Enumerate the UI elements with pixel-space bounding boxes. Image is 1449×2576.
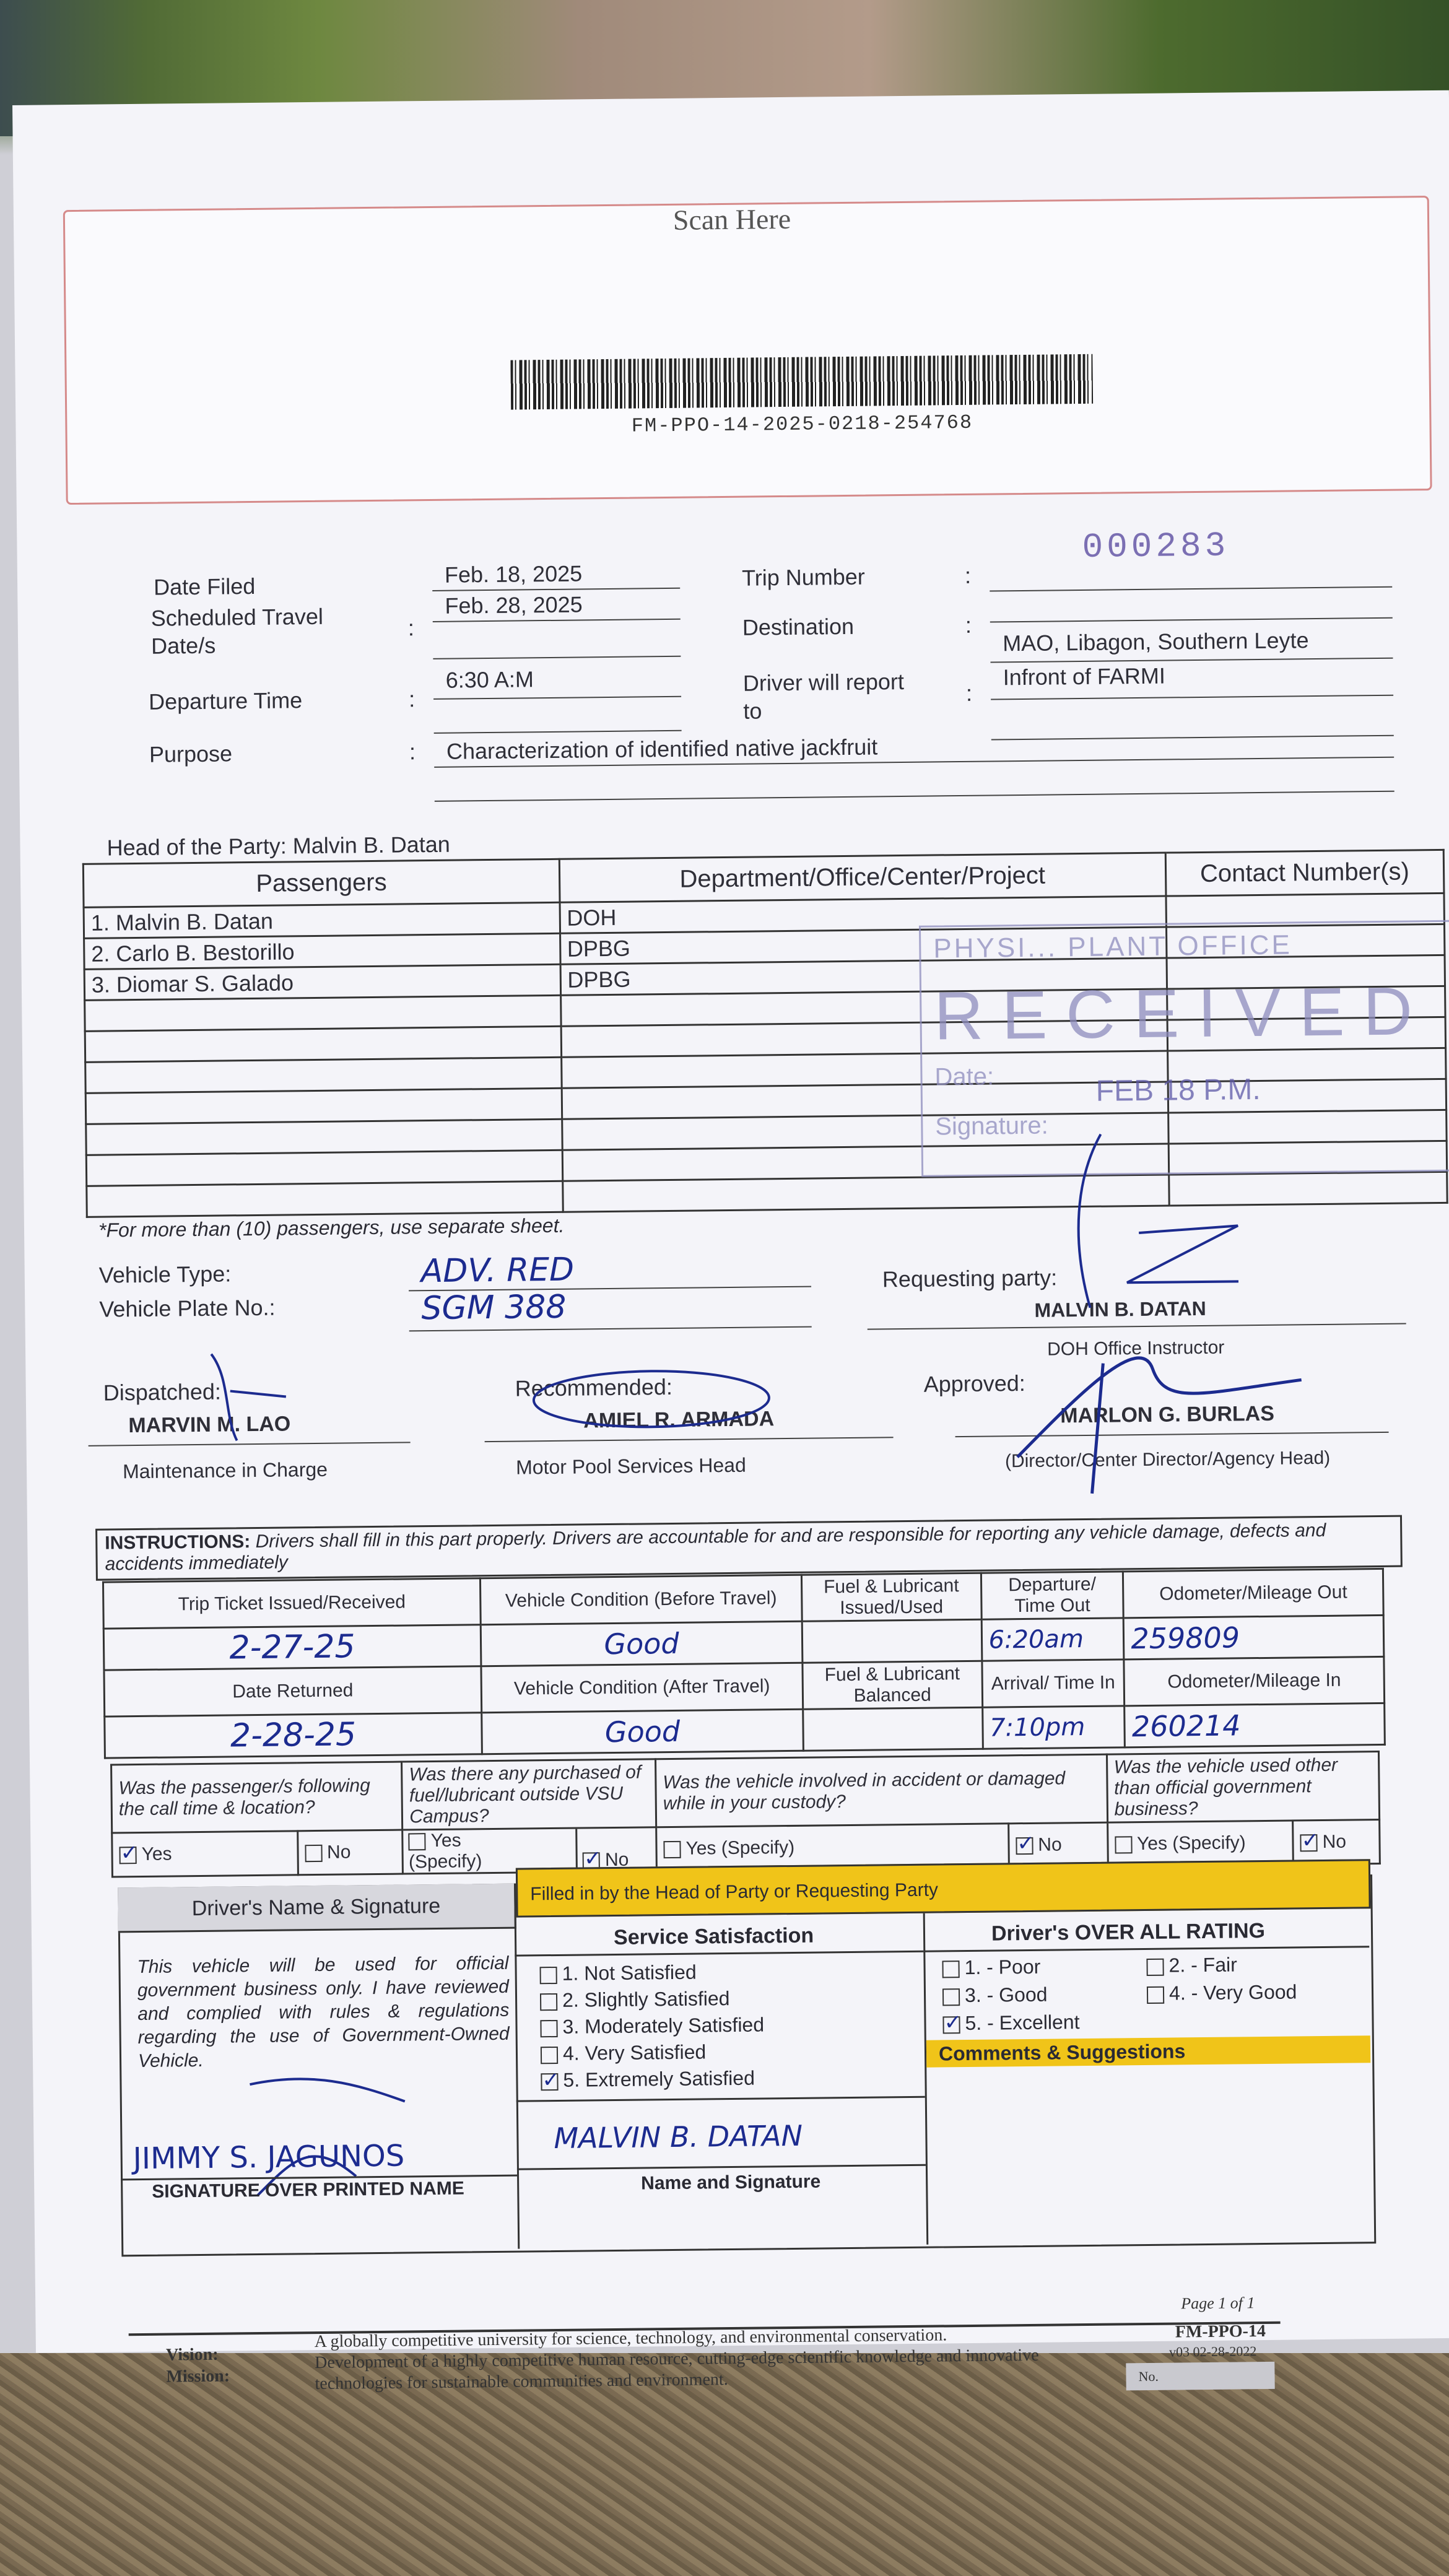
rating-fair[interactable]: 2. - Fair — [1146, 1953, 1237, 1977]
q4-yes[interactable]: Yes (Specify) — [1107, 1821, 1293, 1866]
list-item[interactable]: 3. Moderately Satisfied — [540, 2011, 764, 2040]
vision-label: Vision: — [165, 2344, 219, 2365]
checkbox-icon[interactable] — [942, 1960, 959, 1978]
col-department: Department/Office/Center/Project — [559, 853, 1166, 902]
list-item[interactable]: 2. Slightly Satisfied — [540, 1985, 764, 2014]
checkbox-icon[interactable] — [541, 2073, 558, 2090]
dispatched-title: Maintenance in Charge — [122, 1458, 328, 1483]
requesting-name-signature: MALVIN B. DATAN — [554, 2118, 803, 2156]
approved-label: Approved: — [923, 1370, 1026, 1397]
driver-report-label: Driver will report — [742, 668, 905, 696]
recommended-title: Motor Pool Services Head — [515, 1453, 746, 1479]
vehicle-plate-value: SGM 388 — [421, 1288, 567, 1328]
scheduled-value: Feb. 28, 2025 — [445, 591, 583, 619]
driver-sig-caption: SIGNATURE OVER PRINTED NAME — [152, 2178, 464, 2202]
driver-statement: This vehicle will be used for official government business only. I have reviewed and complied with rules & regulations regarding the use of Government-Owned Vehicle. — [137, 1952, 510, 2072]
received-stamp: PHYSI... PLANT OFFICE RECEIVED Date: FEB 18 P.M. Signature: — [919, 920, 1449, 1177]
purpose-value: Characterization of identified native jackfruit — [446, 734, 878, 764]
v-arrival: 7:10pm — [982, 1706, 1125, 1749]
recommended-name: AMIEL R. ARMADA — [583, 1407, 775, 1433]
q3-no[interactable]: ✓ No — [1008, 1822, 1107, 1868]
passenger-dept: DPBG — [560, 927, 1167, 964]
vehicle-plate-label: Vehicle Plate No.: — [99, 1294, 276, 1322]
passenger-dept: DOH — [560, 896, 1167, 933]
v-issued: 2-27-25 — [103, 1625, 481, 1670]
question-fuel-outside: Was there any purchased of fuel/lubricant outside VSU Campus? — [402, 1759, 656, 1830]
approved-title: (Director/Center Director/Agency Head) — [1004, 1447, 1331, 1472]
checkbox-icon[interactable] — [1146, 1958, 1164, 1975]
checkbox-icon[interactable] — [540, 1993, 557, 2010]
barcode-number: FM-PPO-14-2025-0218-254768 — [631, 411, 973, 438]
satisfaction-list — [539, 1958, 765, 2094]
passenger-name: 3. Diomar S. Galado — [84, 964, 560, 1000]
rating-very-good[interactable]: 4. - Very Good — [1147, 1980, 1297, 2005]
dispatched-name: MARVIN M. LAO — [128, 1412, 291, 1438]
vehicle-type-label: Vehicle Type: — [98, 1261, 232, 1288]
h-cond-before: Vehicle Condition (Before Travel) — [480, 1575, 802, 1624]
trip-number-label: Trip Number — [741, 564, 865, 591]
mission-label: Mission: — [166, 2366, 230, 2387]
list-item[interactable]: ✓5. Extremely Satisfied — [541, 2065, 765, 2094]
mission-text: Development of a highly competitive human resource, cutting-edge scientific knowledge and innovative technologies for sustainable communities and environment. — [315, 2345, 1039, 2394]
h-departure: Departure/ Time Out — [981, 1572, 1124, 1619]
satisfaction-header: Service Satisfaction — [613, 1923, 814, 1949]
trip-number-stamp: 000283 — [1082, 526, 1230, 567]
list-item[interactable]: 1. Not Satisfied — [539, 1958, 764, 1987]
passenger-name: 2. Carlo B. Bestorillo — [84, 933, 560, 969]
trip-ticket-form: Scan Here FM-PPO-14-2025-0218-254768 000283 Date Filed Feb. 18, 2025 Scheduled Travel Date/s : Feb. 28, 2025 Departure Time : 6:30 A:M Purpose : Characterization of identified native jackfruit Trip Number : Destination : MAO, Libagon, Southern Leyte Driver will report to : Infront of FARMI Head of the Party: Malvin B. Datan Passengers Department/Office/Center/Project Contact Number(s) 1. Malvin B. Datan DOH 2. Carlo B. Bestorillo DPBG 3. Diomar S. Galado DPBG PHYSI... PLANT OFFICE RECEIVED Date: FEB 18 P.M. Signature: *For more than (10) passengers, use separate sheet. Vehicle Type: ADV. RED Vehicle Plate No.: SGM 388 Requesting party: MALVIN B. DATAN DOH Office Instructor Dispatched: MARVIN M. LAO Maintenance in Charge Recommended: AMIEL R. ARMADA Motor Pool Services Head Approved: MARLON G. BURLAS (Director/Center Director/Agency Head) INSTRUCTIONS: Drivers shall fill in this part properly. Drivers are accountable for and are responsible for reporting any vehicle damage, defects and accidents immediately Trip Ticket Issued/Received Vehicle Condition (Before Travel) Fuel & Lubricant Issued/Used Departure/ Time Out Odometer/Mileage Out 2-27-25 Good 6:20am 259809 Date Returned Vehicle Condition (After Travel) Fuel & Lubricant Balanced Arrival/ Time In Odometer/Mileage In 2-28-25 Good 7:10pm 260214 Was the passenger/s following the call time & location? Was there any purchased of fuel/lubricant outside VSU Campus? Was the vehicle involved in accident or damaged while in your custody? Was the vehicle used other than official government business? ✓Yes No Yes (Specify)✓ No Yes (Specify) ✓ No Yes (Specify) ✓ No Driver's Name & Signature Filled in by the Head of Party or Requesting Party This vehicle will be used for official government business only. I have reviewed and complied with rules & regulations regarding the use of Government-Owned Vehicle. JIMMY S. JAGUNOS SIGNATURE OVER PRINTED NAME Service Satisfaction 1. Not Satisfied 2. Slightly Satisfied 3. Moderately Satisfied 4. Very Satisfied ✓5. Extremely Satisfied MALVIN B. DATAN Name and Signature Driver's OVER ALL RATING 1. - Poor 2. - Fair 3. - Good 4. - Very Good ✓5. - Excellent Comments & Suggestions Vision: Mission: A globally competitive university for science, technology, and environmental conservation. Development of a highly competitive human resource, cutting-edge scientific knowledge and innovative technologies for sustainable communities and environment. Page 1 of 1 FM-PPO-14 v03 02-28-2022 No. — [12, 90, 1449, 2353]
vision-text: A globally competitive university for science, technology, and environmental conservation. — [314, 2325, 947, 2352]
destination-value: MAO, Libagon, Southern Leyte — [1002, 627, 1309, 656]
recommended-label: Recommended: — [515, 1373, 673, 1401]
date-filed-value: Feb. 18, 2025 — [444, 560, 583, 588]
scan-here-label: Scan Here — [672, 202, 791, 236]
approved-name: MARLON G. BURLAS — [1060, 1401, 1275, 1428]
destination-label: Destination — [742, 613, 855, 640]
q3-yes[interactable]: Yes (Specify) — [656, 1824, 1009, 1871]
scheduled-label-2: Date/s — [150, 632, 216, 659]
instructions-box: INSTRUCTIONS: Drivers shall fill in this part properly. Drivers are accountable for and are responsible for reporting any vehicle damage, defects and accidents immediately — [95, 1515, 1403, 1581]
checkbox-icon[interactable] — [1300, 1834, 1318, 1852]
checkbox-icon[interactable] — [305, 1845, 322, 1862]
h-arrival: Arrival/ Time In — [981, 1660, 1125, 1707]
driver-report-label-2: to — [743, 698, 762, 724]
h-fuel-issued: Fuel & Lubricant Issued/Used — [801, 1573, 981, 1621]
v-cond-after: Good — [482, 1709, 804, 1754]
checkbox-icon[interactable] — [1115, 1836, 1132, 1853]
q2-options[interactable]: Yes (Specify)✓ No — [402, 1827, 656, 1874]
head-of-party: Head of the Party: Malvin B. Datan — [107, 831, 451, 861]
rating-excellent[interactable]: ✓5. - Excellent — [942, 2011, 1079, 2035]
name-signature-caption: Name and Signature — [641, 2171, 821, 2194]
form-version: v03 02-28-2022 — [1168, 2343, 1257, 2360]
checkbox-icon[interactable] — [1016, 1837, 1033, 1855]
q1-no[interactable]: No — [297, 1830, 402, 1875]
requesting-party-label: Requesting party: — [882, 1264, 1058, 1292]
driver-report-value: Infront of FARMI — [1003, 663, 1166, 690]
q4-no[interactable]: ✓ No — [1293, 1820, 1380, 1865]
checkbox-icon[interactable] — [119, 1847, 136, 1864]
scheduled-label: Scheduled Travel — [150, 603, 324, 631]
v-odo-in: 260214 — [1125, 1703, 1385, 1747]
form-no: No. — [1126, 2362, 1274, 2391]
col-contact: Contact Number(s) — [1165, 850, 1444, 896]
driver-signature-name: JIMMY S. JAGUNOS — [133, 2138, 405, 2177]
trip-log-table — [102, 1568, 1386, 1759]
checkbox-icon[interactable] — [541, 2046, 558, 2063]
h-odo-out: Odometer/Mileage Out — [1123, 1569, 1383, 1617]
departure-time-value: 6:30 A:M — [445, 666, 534, 693]
list-item[interactable]: 4. Very Satisfied — [541, 2038, 765, 2067]
passenger-dept: DPBG — [560, 958, 1167, 995]
col-passengers: Passengers — [83, 859, 559, 907]
passengers-note: *For more than (10) passengers, use separate sheet. — [98, 1214, 565, 1242]
checkbox-icon[interactable] — [540, 2019, 557, 2037]
checkbox-icon[interactable] — [942, 2016, 960, 2034]
question-call-time: Was the passenger/s following the call time & location? — [111, 1762, 402, 1833]
q1-yes[interactable]: ✓Yes — [112, 1831, 298, 1877]
checkbox-icon[interactable] — [409, 1833, 426, 1850]
purpose-label: Purpose — [149, 741, 233, 767]
filled-in-banner: Filled in by the Head of Party or Requesting Party — [516, 1859, 1371, 1917]
checkbox-icon[interactable] — [663, 1841, 681, 1858]
v-cond-before: Good — [481, 1621, 803, 1666]
requesting-party-title: DOH Office Instructor — [1046, 1337, 1225, 1360]
date-filed-label: Date Filed — [153, 573, 256, 600]
questions-table — [110, 1751, 1381, 1878]
instructions-text: Drivers shall fill in this part properly. Drivers are accountable for and are responsible for reporting any vehicle damage, defects and accidents immediately — [105, 1520, 1326, 1575]
h-odo-in: Odometer/Mileage In — [1124, 1656, 1384, 1705]
form-code: FM-PPO-14 — [1175, 2321, 1266, 2342]
v-departure: 6:20am — [981, 1618, 1125, 1661]
h-cond-after: Vehicle Condition (After Travel) — [481, 1663, 803, 1712]
page-number: Page 1 of 1 — [1181, 2294, 1255, 2313]
checkbox-icon[interactable] — [942, 1988, 960, 2006]
h-returned: Date Returned — [104, 1666, 482, 1717]
footer-text — [315, 2323, 1083, 2395]
vehicle-type-value: ADV. RED — [420, 1251, 575, 1290]
h-fuel-bal: Fuel & Lubricant Balanced — [803, 1661, 982, 1709]
question-accident: Was the vehicle involved in accident or damaged while in your custody? — [655, 1754, 1107, 1827]
dispatched-label: Dispatched: — [103, 1378, 222, 1406]
driver-header: Driver's Name & Signature — [118, 1884, 516, 1933]
v-odo-out: 259809 — [1124, 1615, 1384, 1659]
question-other-use: Was the vehicle used other than official government business? — [1107, 1752, 1380, 1823]
checkbox-icon[interactable] — [540, 1967, 557, 1984]
h-issued: Trip Ticket Issued/Received — [103, 1578, 481, 1629]
checkbox-icon[interactable] — [1147, 1986, 1164, 2003]
rating-header: Driver's OVER ALL RATING — [991, 1918, 1266, 1946]
rating-poor[interactable]: 1. - Poor — [942, 1956, 1040, 1980]
departure-time-label: Departure Time — [148, 687, 303, 715]
requesting-party-name: MALVIN B. DATAN — [1034, 1297, 1206, 1321]
passenger-name: 1. Malvin B. Datan — [84, 902, 560, 938]
rating-good[interactable]: 3. - Good — [942, 1983, 1048, 2008]
v-returned: 2-28-25 — [105, 1713, 482, 1758]
comments-header: Comments & Suggestions — [926, 2035, 1370, 2068]
stamp-date: FEB 18 P.M. — [1095, 1073, 1261, 1108]
